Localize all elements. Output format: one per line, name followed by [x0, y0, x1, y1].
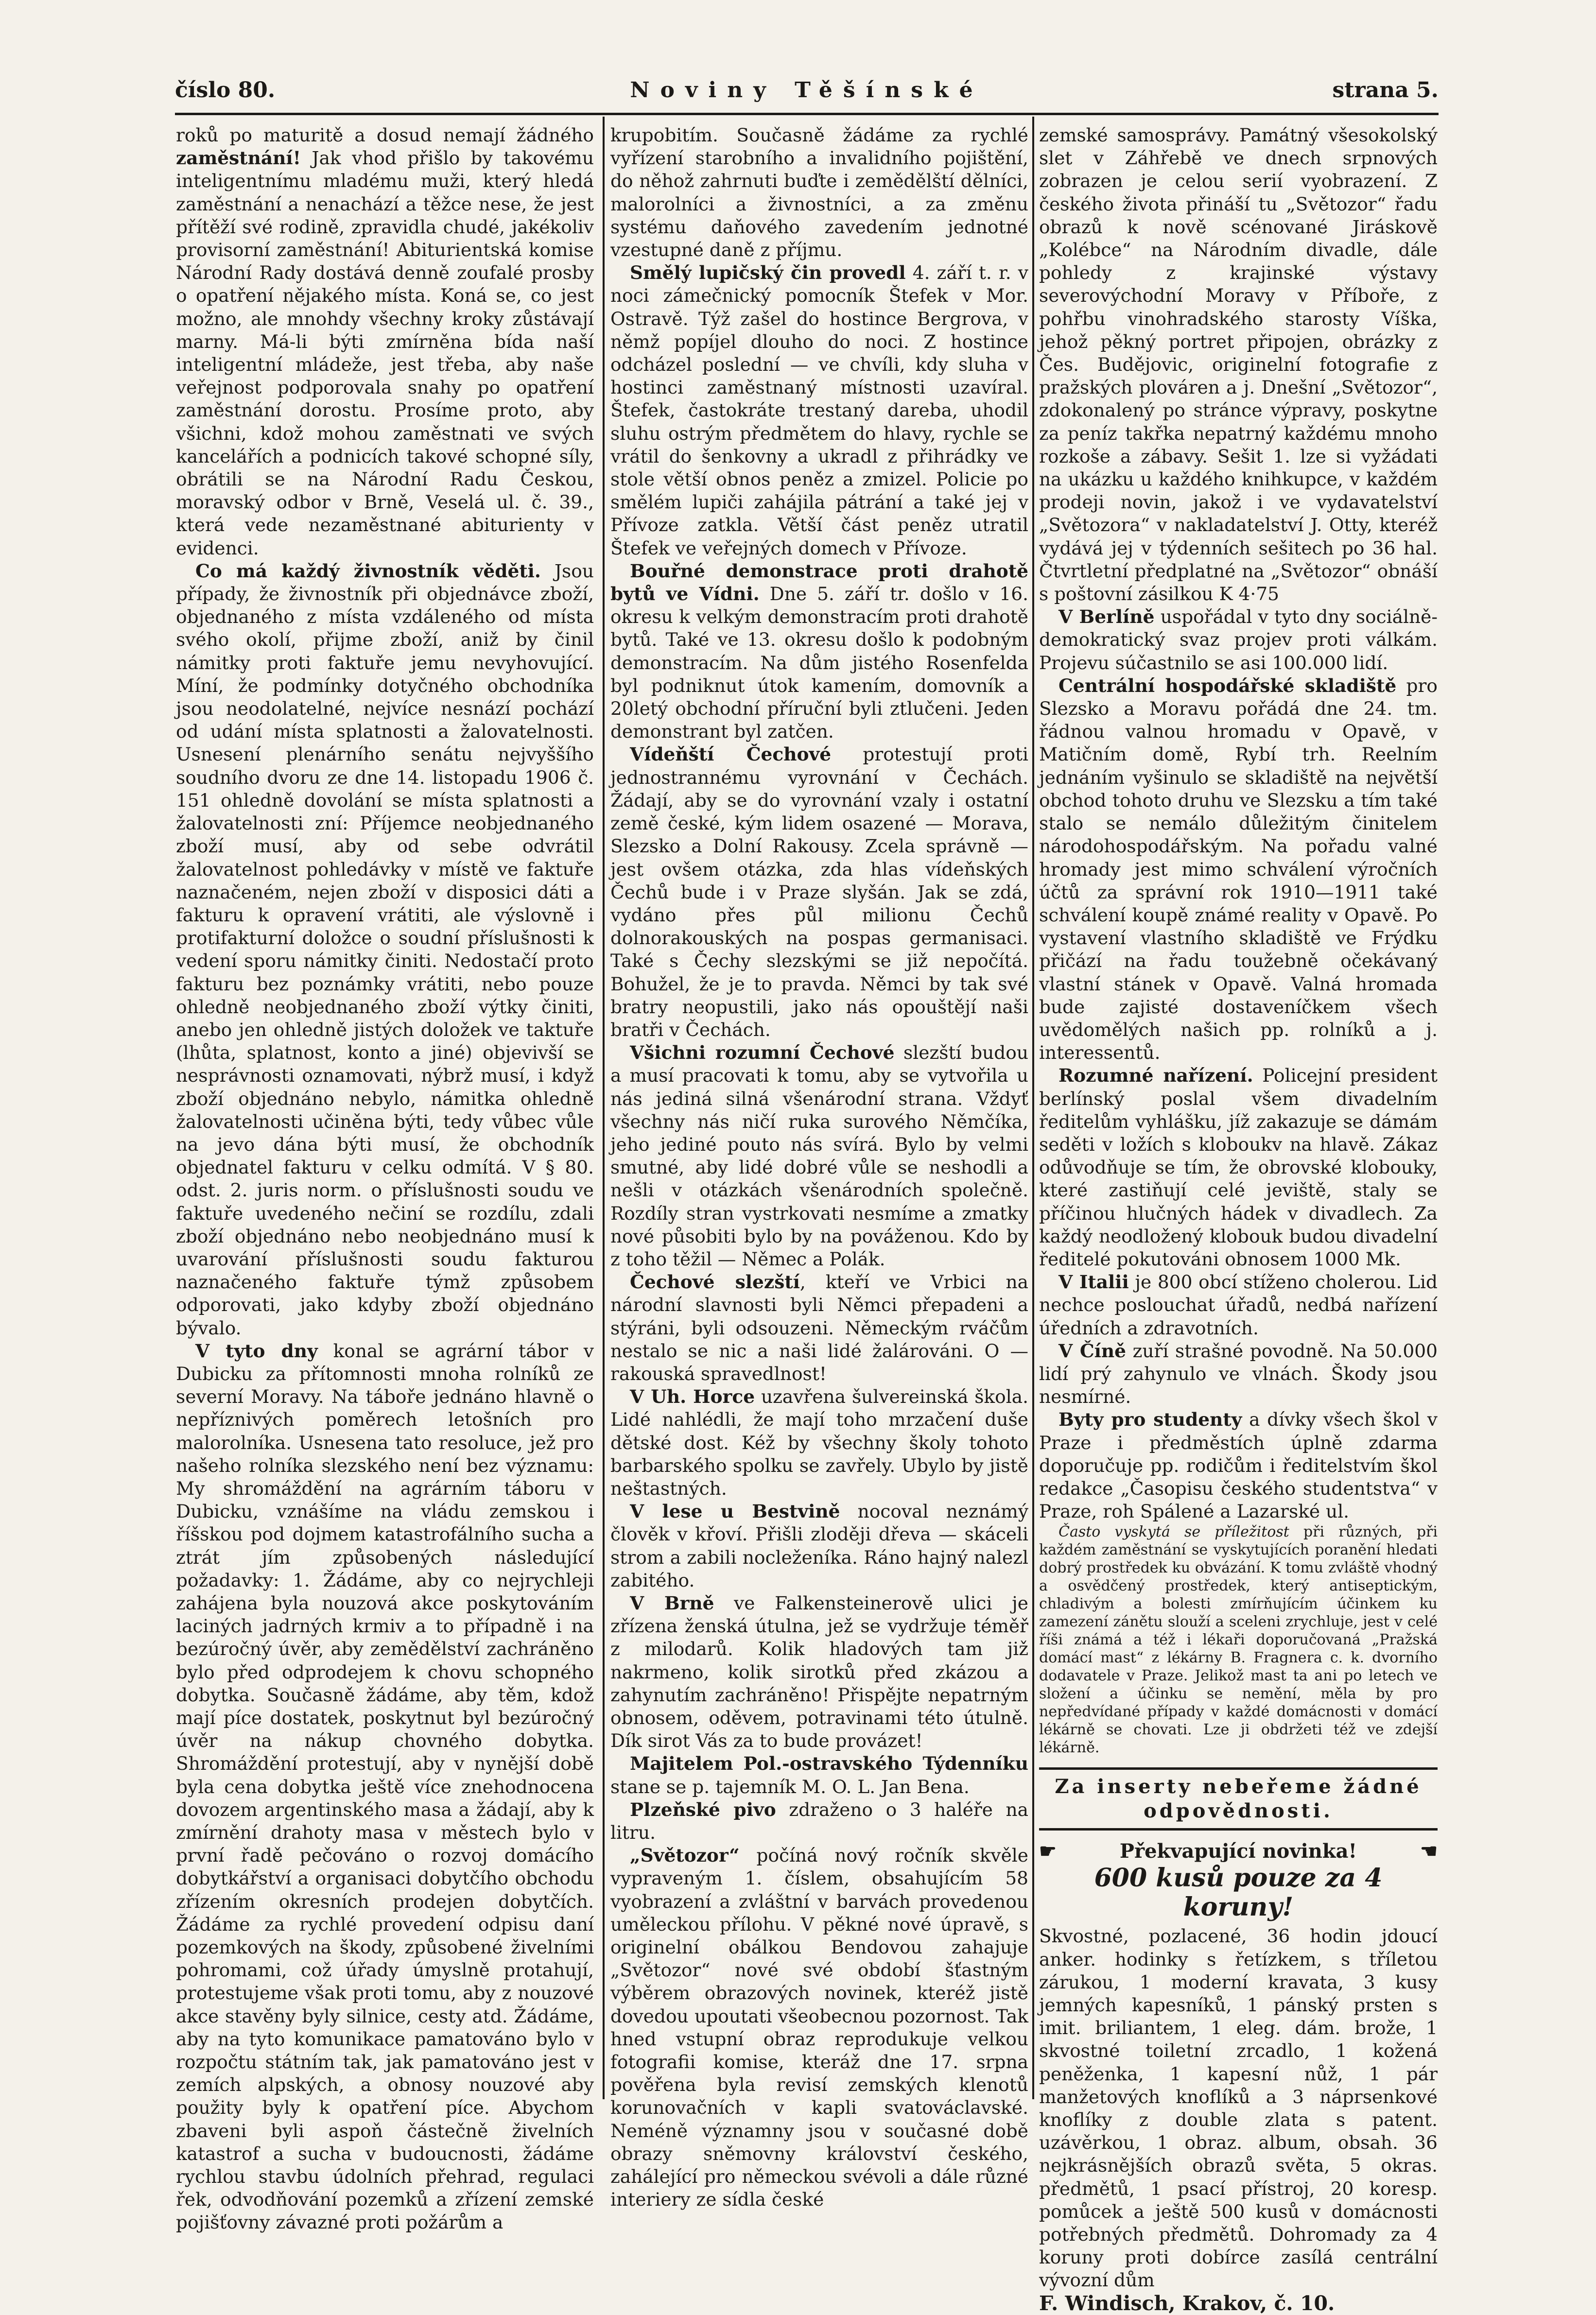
article-paragraph: Byty pro studenty a dívky všech škol v Praze i předměstích úplně zdarma doporučuje pp. rodičům i ředitelstvím škol redakce „Časopisu českého studentstva“ v Praze, roh Spálené a Lazarské ul. — [1039, 1409, 1438, 1522]
column-2 — [610, 124, 1029, 2211]
article-paragraph: Čechové slezští, kteří ve Vrbici na národní slavnosti byli Němci přepadeni a stýráni, byli odsouzeni. Německým rváčům nestalo se nic a naši lidé žalárováni. O — rakouská spravedlnost! — [610, 1271, 1028, 1384]
article-paragraph: V tyto dny konal se agrární tábor v Dubicku za přítomnosti mnoha rolníků ze severní Moravy. Na táboře jednáno hlavně o nepříznivých poměrech letošních pro malorolníka. Usnesena tato resoluce, jež pro našeho rolníka slezského není bez významu: My shromáždění na agrárním táboru v Dubicku, vznášíme na vládu zemskou i říšskou pod dojmem katastrofálního sucha a ztrát jím způsobených následující požadavky: 1. Žádáme, aby co nejrychleji zahájena byla nouzová akce poskytováním laciných jadrných krmiv a to případně i na bezúročný úvěr, aby zemědělství zachráněno bylo před odprodejem k chovu schopného dobytka. Současně žádáme, aby těm, kdož mají píce dostatek, poskytnut byl bezúročný úvěr na nákup chovného dobytka. Shromáždění protestují, aby v nynější době byla cena dobytka ještě více znehodnocena dovozem argentinského masa a žádají, aby k zmírnění drahoty masa v městech bylo v první řadě pečováno o rozvoj domácího dobytkářství a organisaci dobytčího obchodu zřízením okresních prodejen dobytčích. Žádáme za rychlé provedení odpisu daní pozemkových na škody, způsobené živelními pohromami, což úřady úmyslně protahují, protestujeme však proti tomu, aby z nouzové akce stavěny byly silnice, cesty atd. Žádáme, aby na tyto komunikace pamatováno bylo v rozpočtu státním tak, jak pamatováno jest v zemích alpských, a obnosy nouzové aby použity byly k opatření píce. Abychom zbaveni byli aspoň částečně živelních katastrof a sucha v budoucnosti, žádáme rychlou stavbu údolních přehrad, regulaci řek, odvodňování pozemků a zřízení zemské pojišťovny závazné proti požárům a — [176, 1340, 594, 2233]
article-paragraph: Všichni rozumní Čechové slezští budou a musí pracovati k tomu, aby se vytvořila u nás jediná silná všenárodní strana. Vždyť všechny nás ničí ruka surového Němčíka, jeho jediné pouto nás svírá. Bylo by velmi smutné, aby lidé dobré vůle se neshodli a nešli v otázkách všenárodních společně. Rozdíly stran vystrkovati nesmíme a zmatky nové působiti bylo by na pováženou. Kdo by z toho těžil — Němec a Polák. — [610, 1042, 1028, 1270]
article-paragraph: V Číně zuří strašné povodně. Na 50.000 lidí prý zahynulo ve vlnách. Škody jsou nesmírné. — [1039, 1340, 1438, 1408]
column-divider-1 — [603, 117, 605, 2099]
column-divider-2 — [1032, 117, 1034, 2099]
article-paragraph: V lese u Bestvině nocoval neznámý člověk v křoví. Přišli zloději dřeva — skáceli strom a zabili nocleženíka. Ráno hajný nalezl zabitého. — [610, 1501, 1029, 1591]
article-paragraph: V Uh. Horce uzavřena šulvereinská škola. Lidé nahlédli, že mají toho mrzačení duše dětské dost. Kéž by všechny školy tohoto barbarského spolku se zavřely. Ubylo by jistě neštastných. — [610, 1386, 1029, 1499]
pointing-hand-left-icon: ☚ — [1420, 1840, 1438, 1863]
ad-body: Skvostné, pozlacené, 36 hodin jdoucí anker. hodinky s řetízkem, s tříletou zárukou, 1 moderní kravata, 3 kusy jemných kapesníků, 1 pánský prsten s imit. briliantem, 1 eleg. dám. brože, 1 skvostné toiletní zrcadlo, 1 kožená peněženka, 1 kapesní nůž, 1 pár manžetových knoflíků a 3 náprsenkové knoflíky z double zlata s patent. uzávěrkou, 1 obraz. album, obsah. 36 nejkrásnějších obrazů světa, 5 okras. předmětů, 1 psací přístroj, 20 koresp. pomůcek a ještě 500 kusů v domácnosti potřebných předmětů. Dohromady za 4 koruny proti dobírce zasílá centrální vývozní dům — [1039, 1925, 1438, 2291]
page-header — [175, 78, 1439, 107]
article-paragraph: Rozumné nařízení. Policejní president berlínský poslal všem divadelním ředitelům vyhlášku, jíž zakazuje se dámám seděti v ložích s kloboukv na hlavě. Zákaz odůvodňuje se tím, že obrovské klobouky, které zastiňují celé jeviště, staly se příčinou hlučných hádek v divadlech. Za každý neodložený klobouk budou divadelní ředitelé pokutováni obnosem 1000 Mk. — [1039, 1065, 1438, 1270]
ad-heading-row — [1039, 1839, 1438, 1864]
article-paragraph: Bouřné demonstrace proti drahotě bytů ve Vídni. Dne 5. září tr. došlo v 16. okresu k velkým demonstracím proti drahotě bytů. Také ve 13. okresu došlo k podobným demonstracím. Na dům jistého Rosenfelda byl podniknut útok kamením, domovník a 20letý obchodní příruční byli ztlučeni. Jeden demonstrant byl zatčen. — [610, 560, 1028, 743]
page-number: strana 5. — [1332, 78, 1439, 103]
article-paragraph: „Světozor“ počíná nový ročník skvěle vypraveným 1. číslem, obsahujícím 58 vyobrazení a zvláštní v barvách provedenou uměleckou přílohu. V pěkné nové úpravě, s originelní obálkou Bendovou zahajuje „Světozor“ nové své období šťastným výběrem obrazových novinek, kteréž jistě dovedou upoutati všeobecnou pozornost. Tak hned vstupní obraz reprodukuje velkou fotografii komise, kteráž dne 17. srpna pověřena byla revisí zemských klenotů korunovačních v kapli svatováclavské. Neméně významny jsou v současné době obrazy sněmovny království českého, zahálející pro německou svévoli a dále různé interiery ze sídla české — [610, 1845, 1028, 2211]
article-paragraph: Plzeňské pivo zdraženo o 3 haléře na litru. — [610, 1798, 1029, 1844]
issue-number: číslo 80. — [175, 78, 276, 103]
article-paragraph: Centrální hospodářské skladiště pro Slezsko a Moravu pořádá dne 24. tm. řádnou valnou hromadu v Opavě, v Matičním domě, Rybí trh. Reelním jednáním vyšinulo se skladiště na největší obchod tohoto druhu ve Slezsku a tím také stalo se nemálo důležitým činitelem národohospodářským. Na pořadu valné hromady jest mimo schválení výročních účtů za správní rok 1910—1911 také schválení koupě známé reality v Opavě. Po vystavení vlastního skladiště ve Frýdku přičází na řadu toužebně očekávaný vlastní stánek v Opavě. Valná hromada bude zajisté dostaveníčkem všech uvědomělých našich pp. rolníků a j. interessentů. — [1039, 674, 1438, 1064]
article-paragraph: V Brně ve Falkensteinerově ulici je zřízena ženská útulna, jež se vydržuje téměř z milodarů. Kolik hladových tam již nakrmeno, kolik sirotků před zkázou a zahynutím zachráněno! Přispějte nepatrným obnosem, oděvem, potravinami této útulně. Dík sirot Vás za to bude provázet! — [610, 1592, 1028, 1752]
column-3-articles — [1039, 124, 1438, 1757]
ad-footer: F. Windisch, Krakov, č. 10. — [1039, 2291, 1335, 2315]
column-3 — [1039, 124, 1438, 2315]
article-paragraph: Majitelem Pol.-ostravského Týdenníku stane se p. tajemník M. O. L. Jan Bena. — [610, 1753, 1028, 1797]
ad-headline: 600 kusů pouze za 4 koruny! — [1094, 1863, 1383, 1922]
article-paragraph: Často vyskytá se příležitost při různých, při každém zaměstnání se vyskytujících poranění hledati dobrý prostředek ku obvázání. K tomu zvláště vhodný a osvědčený prostředek, který antiseptickým, chladivým a bolesti zmírňujícím účinkem ku zamezení zánětu slouží a sceleni zrychluje, jest v celé říši známá a též i lékaři doporučovaná „Pražská domácí mast“ z lékárny B. Fragnera c. k. dvorního dodavatele v Praze. Jelikož mast ta ani po letech ve složení a účinku se nemění, měla by pro nepředvídané případy v každé domácnosti v domácí lékárně se chovati. Lze ji obdržeti též ve zdejší lékárně. — [1039, 1523, 1438, 1757]
article-paragraph: Smělý lupičský čin provedl 4. září t. r. v noci zámečnický pomocník Štefek v Mor. Ostravě. Týž zašel do hostince Bergrova, v němž popíjel dlouho do noci. Z hostince odcházel poslední — ve chvíli, kdy sluha v hostinci zaměstnaný místnosti uzavíral. Štefek, častokráte trestaný dareba, uhodil sluhu ostrým předmětem do hlavy, rychle se vrátil do šenkovny a ukradl z přihrádky ve stole větší obnos peněz a zmizel. Policie po smělém lupiči zahájila pátrání a také jej v Přívoze zatkla. Větší část peněz utratil Štefek ve veřejných domech v Přívoze. — [610, 262, 1028, 559]
article-paragraph: Vídeňští Čechové protestují proti jednostrannému vyrovnání v Čechách. Žádají, aby se do vyrovnání vzaly i ostatní země české, kým lidem osazené — Morava, Slezsko a Dolní Rakousy. Zcela správně — jest ovšem otázka, zda hlas vídeňských Čechů bude i v Praze slyšán. Jak se zdá, vydáno přes půl milionu Čechů dolnorakouských na pospas germanisaci. Také s Čechy slezskými se již nepočítá. Bohužel, že je to pravda. Němci by tak své bratry neopustili, jako nás opouštějí naši bratři v Čechách. — [610, 743, 1028, 1040]
article-paragraph: V Italii je 800 obcí stíženo cholerou. Lid nechce poslouchat úřadů, nedbá nařízení úředních a zdravotních. — [1039, 1271, 1438, 1339]
article-paragraph: krupobitím. Současně žádáme za rychlé vyřízení starobního a invalidního pojištění, do něhož zahrnuti buďte i zemědělští dělníci, malorolníci a živnostníci, a za změnu systému daňového zavedením jednotné vzestupné daně z příjmu. — [610, 124, 1028, 261]
masthead-title: Noviny Těšínské — [630, 78, 984, 103]
article-paragraph: V Berlíně uspořádal v tyto dny sociálně-demokratický svaz projev proti válkám. Projevu súčastnilo se asi 100.000 lidí. — [1039, 606, 1438, 674]
advertisement — [1039, 1839, 1438, 2315]
article-paragraph: zemské samosprávy. Památný všesokolský slet v Záhřebě ve dnech srpnových zobrazen je celou serií vyobrazení. Z českého života přináší tu „Světozor“ řadu obrazů k nově scénované Jiráskově „Kolébce“ na Národním divadle, dále pohledy z krajinské výstavy severovýchodní Moravy v Příboře, z pohřbu vinohradského starosty Víška, jehož pěkný portret připojen, obrázky z Čes. Budějovic, originelní fotografie z pražských plováren a j. Dnešní „Světozor“, zdokonalený po stránce výpravy, poskytne za peníz takřka nepatrný každému mnoho rozkoše a zábavy. Sešit 1. lze si vyžádati na ukázku u každého knihkupce, v každém prodeji novin, jakož i ve vydavatelství „Světozora“ v nakladatelství J. Otty, kteréž vydává jej v týdenních sešitech po 36 hal. Čtvrtletní předplatné na „Světozor“ obnáší s poštovní zásilkou K 4·75 — [1039, 124, 1438, 605]
column-1 — [176, 124, 594, 2233]
article-paragraph: Co má každý živnostník věděti. Jsou případy, že živnostník při objednávce zboží, objednaného z místa vzdáleného od místa svého okolí, přijme zboží, aniž by činil námitky proti faktuře jemu nevyhovující. Míní, že podmínky dotyčného obchodníka jsou neodolatelné, nejvíce nesnází pochází od udání místa splatnosti a žalovatelnosti. Usnesení plenárního senátu nejvyššího soudního dvoru ze dne 14. listopadu 1906 č. 151 ohledně dovolání se místa splatnosti a žalovatelnosti zní: Příjemce neobjednaného zboží musí, aby od sebe odvrátil žalovatelnost pohledávky v místě ve faktuře naznačeném, nejen zboží v disposici dáti a fakturu k opravení vrátiti, ale výslovně i protifakturní doložce o soudní příslušnosti k vedení sporu námitky činiti. Nedostačí proto fakturu bez poznámky vrátiti, nebo pouze ohledně neobjednaného zboží výtky činiti, anebo jen ohledně jistých doložek ve taktuře (lhůta, splatnost, konto a jiné) objevivší se nesprávnosti oznamovati, nýbrž musí, i když zboží objednáno nebylo, námitka ohledně žalovatelnosti učiněna býti, tedy vůbec vůle na jevo dána býti musí, že obchodník objednatel fakturu v celku odmítá. V § 80. odst. 2. juris norm. o příslušnosti soudu ve faktuře uvedeného nečiní se rozdílu, zdali zboží objednáno nebo neobjednáno musí k uvarování příslušnosti soudu fakturou naznačeného faktuře týmž způsobem odporovati, jako kdyby zboží objednáno bývalo. — [176, 560, 594, 1339]
pointing-hand-icon: ☛ — [1039, 1840, 1057, 1863]
header-rule — [175, 113, 1439, 115]
article-paragraph: roků po maturitě a dosud nemají žádného zaměstnání! Jak vhod přišlo by takovému inteligentnímu mladému muži, který hledá zaměstnání a nenachází a těžce nese, že jest přítěží své rodině, zpravidla chudé, jakékoliv provisorní zaměstnání! Abiturientská komise Národní Rady dostává denně zoufalé prosby o opatření nějakého místa. Koná se, co jest možno, ale mnohdy všechny kroky zůstávají marny. Má-li býti zmírněna bída naší inteligentní mládeže, jest třeba, aby naše veřejnost podporovala snahy po opatření zaměstnání dorostu. Prosíme proto, aby všichni, kdož mohou zaměstnati ve svých kancelářích a podnicích takové schopné síly, obrátili se na Národní Radu Českou, moravský odbor v Brně, Veselá ul. č. 39., která vede nezaměstnané abiturienty v evidenci. — [176, 124, 594, 559]
liability-notice: Za inserty nebeřeme žádné odpovědnosti. — [1039, 1767, 1438, 1831]
ad-heading: Překvapující novinka! — [1119, 1840, 1357, 1863]
